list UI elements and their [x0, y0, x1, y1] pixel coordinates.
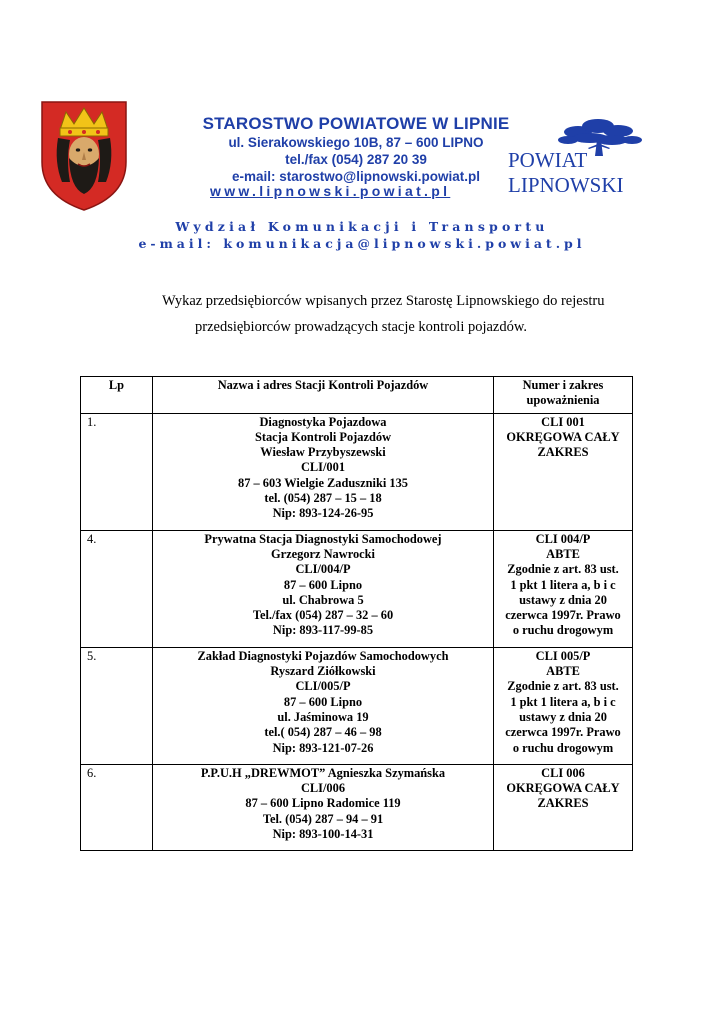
- station-detail-line: P.P.U.H „DREWMOT” Agnieszka Szymańska: [200, 765, 446, 780]
- station-detail-line: ul. Chabrowa 5: [282, 592, 364, 607]
- scope-line: czerwca 1997r. Prawo: [505, 725, 621, 740]
- table-row: [81, 647, 633, 764]
- scope-line: CLI 001: [541, 414, 585, 429]
- station-detail-line: Tel./fax (054) 287 – 32 – 60: [252, 608, 394, 623]
- table-row: [81, 764, 633, 850]
- coat-of-arms-crest: [40, 100, 128, 212]
- station-detail-line: 87 – 600 Lipno: [283, 694, 363, 709]
- scope-line: CLI 006: [541, 765, 585, 780]
- row-authorization-scope: [494, 530, 633, 647]
- office-address: ul. Sierakowskiego 10B, 87 – 600 LIPNO: [228, 135, 484, 150]
- header-scope: Numer i zakres upoważnienia: [494, 377, 633, 414]
- department-name: Wydział Komunikacji i Transportu: [175, 219, 549, 234]
- station-detail-line: 87 – 603 Wielgie Zaduszniki 135: [238, 475, 408, 490]
- station-detail-line: Grzegorz Nawrocki: [270, 546, 376, 561]
- row-lp: 6.: [81, 764, 153, 850]
- station-detail-line: CLI/004/P: [295, 562, 351, 577]
- station-detail-line: CLI/001: [300, 460, 346, 475]
- row-lp: 5.: [81, 647, 153, 764]
- scope-line: o ruchu drogowym: [512, 740, 614, 755]
- scope-line: ABTE: [546, 546, 580, 561]
- station-detail-line: Diagnostyka Pojazdowa: [259, 414, 387, 429]
- station-detail-line: tel. (054) 287 – 15 – 18: [264, 491, 382, 506]
- station-detail-line: Tel. (054) 287 – 94 – 91: [262, 811, 384, 826]
- row-authorization-scope: [494, 413, 633, 530]
- office-title: STAROSTWO POWIATOWE W LIPNIE: [202, 114, 510, 133]
- station-detail-line: Prywatna Stacja Diagnostyki Samochodowej: [204, 531, 442, 546]
- scope-line: ZAKRES: [537, 796, 589, 811]
- station-detail-line: Stacja Kontroli Pojazdów: [254, 429, 392, 444]
- row-lp: 1.: [81, 413, 153, 530]
- station-detail-line: 87 – 600 Lipno: [283, 577, 363, 592]
- office-website-link[interactable]: www.lipnowski.powiat.pl: [210, 183, 451, 199]
- station-detail-line: Nip: 893-117-99-85: [272, 623, 374, 638]
- table-row: [81, 413, 633, 530]
- header-name-address: Nazwa i adres Stacji Kontroli Pojazdów: [153, 377, 494, 414]
- scope-line: ustawy z dnia 20: [519, 709, 607, 724]
- scope-line: OKRĘGOWA CAŁY: [506, 781, 620, 796]
- station-detail-line: CLI/006: [300, 781, 346, 796]
- scope-line: Zgodnie z art. 83 ust.: [507, 679, 619, 694]
- station-detail-line: Nip: 893-124-26-95: [272, 506, 374, 521]
- scope-line: ZAKRES: [537, 445, 589, 460]
- department-email[interactable]: e-mail: komunikacja@lipnowski.powiat.pl: [138, 236, 586, 251]
- station-detail-line: CLI/005/P: [295, 679, 351, 694]
- office-email[interactable]: e-mail: starostwo@lipnowski.powiat.pl: [232, 169, 480, 184]
- row-lp: 4.: [81, 530, 153, 647]
- row-authorization-scope: [494, 647, 633, 764]
- row-station-name-address: [153, 764, 494, 850]
- station-detail-line: 87 – 600 Lipno Radomice 119: [245, 796, 401, 811]
- row-station-name-address: [153, 530, 494, 647]
- row-authorization-scope: [494, 764, 633, 850]
- station-detail-line: ul. Jaśminowa 19: [277, 709, 369, 724]
- station-detail-line: tel.( 054) 287 – 46 – 98: [264, 725, 382, 740]
- station-detail-line: Ryszard Ziółkowski: [270, 664, 376, 679]
- scope-line: Zgodnie z art. 83 ust.: [507, 562, 619, 577]
- scope-line: ustawy z dnia 20: [519, 592, 607, 607]
- intro-line-2: przedsiębiorców prowadzących stacje kontroli pojazdów.: [195, 319, 528, 335]
- scope-line: 1 pkt 1 litera a, b i c: [510, 694, 616, 709]
- scope-line: OKRĘGOWA CAŁY: [506, 429, 620, 444]
- stations-table: [80, 376, 633, 851]
- station-detail-line: Wiesław Przybyszewski: [260, 445, 386, 460]
- office-telfax: tel./fax (054) 287 20 39: [285, 152, 427, 167]
- scope-line: CLI 005/P: [535, 648, 591, 663]
- station-detail-line: Nip: 893-121-07-26: [272, 740, 374, 755]
- scope-line: czerwca 1997r. Prawo: [505, 608, 621, 623]
- row-station-name-address: [153, 647, 494, 764]
- powiat-logo-text: POWIAT LIPNOWSKI: [508, 148, 624, 197]
- header-lp: Lp: [81, 377, 153, 414]
- table-header-row: [81, 377, 633, 414]
- scope-line: ABTE: [546, 664, 580, 679]
- table-row: [81, 530, 633, 647]
- station-detail-line: Nip: 893-100-14-31: [272, 827, 374, 842]
- scope-line: 1 pkt 1 litera a, b i c: [510, 577, 616, 592]
- scope-line: CLI 004/P: [535, 531, 591, 546]
- station-detail-line: Zakład Diagnostyki Pojazdów Samochodowych: [197, 648, 449, 663]
- intro-line-1: Wykaz przedsiębiorców wpisanych przez Starostę Lipnowskiego do rejestru: [162, 293, 605, 309]
- scope-line: o ruchu drogowym: [512, 623, 614, 638]
- row-station-name-address: [153, 413, 494, 530]
